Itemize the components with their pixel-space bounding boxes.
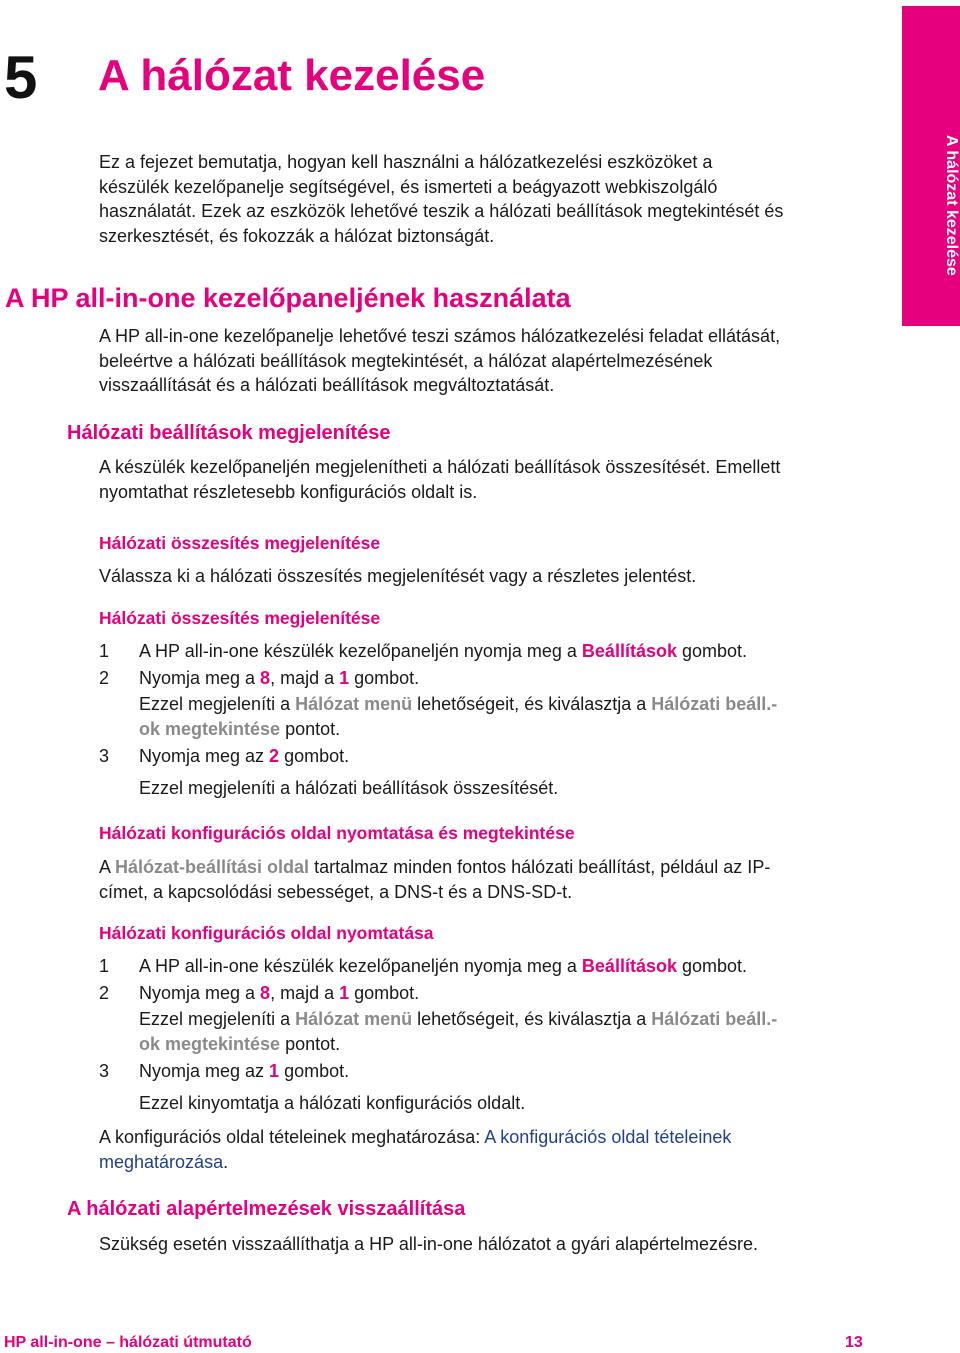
subsection1-paragraph <box>99 455 889 504</box>
config-items-link[interactable]: meghatározása <box>99 1151 224 1172</box>
section1-paragraph <box>99 324 889 398</box>
text-line: visszaállítását és a hálózati beállítások megváltoztatását. <box>99 375 555 395</box>
footer-title: HP all-in-one – hálózati útmutató <box>4 1334 252 1351</box>
text-line: beleértve a hálózati beállítások megtekintését, a hálózat alapértelmezésének <box>99 350 713 371</box>
restore-text: Szükség esetén visszaállíthatja a HP all-in-one hálózatot a gyári alapértelmezésre. <box>99 1234 759 1254</box>
step-text: A HP all-in-one készülék kezelőpaneljén nyomja meg a Beállítások gombot. <box>139 956 748 976</box>
config-reference: A konfigurációs oldal tételeinek meghatározása: A konfigurációs oldal tételeinek meghatározása. <box>99 1127 732 1172</box>
subsection-heading-network-settings: Hálózati beállítások megjelenítése <box>67 422 391 444</box>
summary-text: Válassza ki a hálózati összesítés megjelenítését vagy a részletes jelentést. <box>99 566 697 586</box>
section-heading-restore-defaults: A hálózati alapértelmezések visszaállítása <box>67 1198 466 1220</box>
step-note: Ezzel megjeleníti a Hálózat menü lehetőségeit, és kiválasztja a Hálózati beáll.- ok megtekintése pontot. <box>139 694 778 739</box>
heading-config-page: Hálózati konfigurációs oldal nyomtatása és megtekintése <box>99 823 575 843</box>
intro-line: készülék kezelőpanelje segítségével, és ismerteti a beágyazott webkiszolgáló <box>99 176 718 197</box>
chapter-title: A hálózat kezelése <box>98 51 486 100</box>
text-line: A HP all-in-one kezelőpanelje lehetővé teszi számos hálózatkezelési feladat ellátását, <box>99 326 781 346</box>
step-text: Nyomja meg az 1 gombot. <box>139 1061 350 1081</box>
step-note: Ezzel kinyomtatja a hálózati konfigurációs oldalt. <box>139 1093 526 1113</box>
step-number: 1 <box>99 641 110 661</box>
procedure-heading-config: Hálózati konfigurációs oldal nyomtatása <box>99 923 434 943</box>
step-text: A HP all-in-one készülék kezelőpaneljén nyomja meg a Beállítások gombot. <box>139 641 748 661</box>
step-number: 3 <box>99 1061 110 1081</box>
page-number: 13 <box>845 1334 863 1351</box>
text-line: A készülék kezelőpaneljén megjelenítheti a hálózati beállítások összesítését. Emellett <box>99 457 781 477</box>
chapter-number: 5 <box>4 44 38 111</box>
intro-line: használatát. Ezek az eszközök lehetővé teszik a hálózati beállítások megtekintését és <box>99 201 784 221</box>
config-paragraph: A Hálózat-beállítási oldal tartalmaz minden fontos hálózati beállítást, például az IP- címet, a kapcsolódási sebességet, a DNS-t és a DNS-SD-t. <box>99 857 771 902</box>
step-note: Ezzel megjeleníti a hálózati beállítások összesítését. <box>139 778 559 798</box>
step-note: Ezzel megjeleníti a Hálózat menü lehetőségeit, és kiválasztja a Hálózati beáll.- ok megtekintése pontot. <box>139 1009 778 1054</box>
settings-button-ref: Beállítások <box>581 641 677 661</box>
side-tab-label: A hálózat kezelése <box>943 134 960 276</box>
intro-line: Ez a fejezet bemutatja, hogyan kell használni a hálózatkezelési eszközöket a <box>99 152 713 172</box>
step-text: Nyomja meg a 8, majd a 1 gombot. <box>139 668 420 688</box>
section-heading-control-panel: A HP all-in-one kezelőpaneljének használata <box>5 283 571 313</box>
procedure-heading-summary: Hálózati összesítés megjelenítése <box>99 608 381 628</box>
step-number: 3 <box>99 746 110 766</box>
intro-line: szerkesztését, és fokozzák a hálózat biztonságát. <box>99 225 495 246</box>
step-text: Nyomja meg a 8, majd a 1 gombot. <box>139 983 420 1003</box>
heading-network-summary: Hálózati összesítés megjelenítése <box>99 533 381 553</box>
text-line: nyomtathat részletesebb konfigurációs oldalt is. <box>99 481 478 502</box>
step-number: 2 <box>99 983 110 1003</box>
step-text: Nyomja meg az 2 gombot. <box>139 746 350 766</box>
intro-paragraph <box>99 150 889 248</box>
step-number: 1 <box>99 956 110 976</box>
config-items-link[interactable]: A konfigurációs oldal tételeinek <box>484 1127 732 1147</box>
step-number: 2 <box>99 668 110 688</box>
